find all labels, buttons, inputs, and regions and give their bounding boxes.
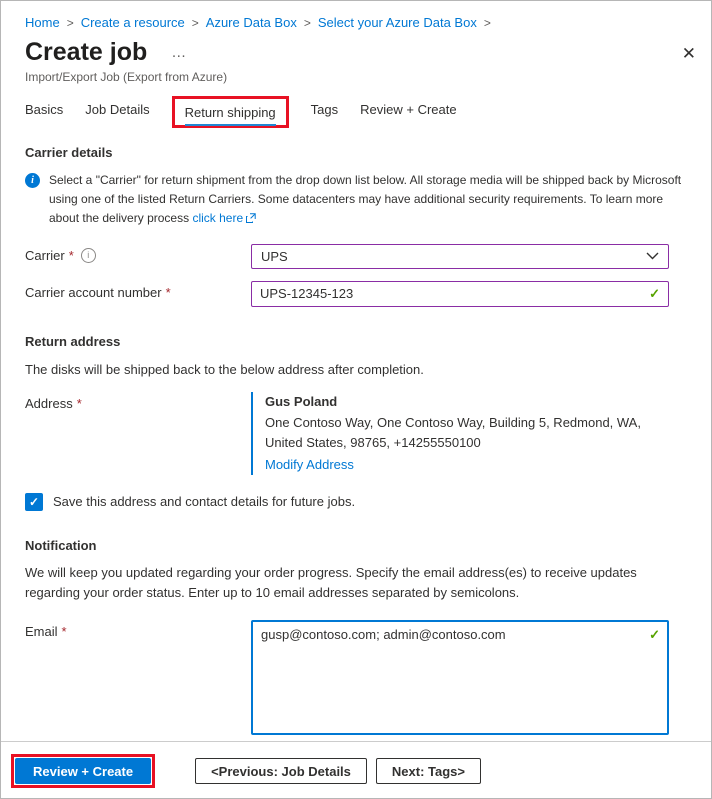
required-asterisk: *: [165, 284, 171, 300]
carrier-label: [25, 244, 251, 263]
annotation-highlight-box: [11, 754, 155, 788]
required-asterisk: *: [68, 247, 74, 263]
email-input[interactable]: [251, 620, 669, 735]
notification-heading: Notification: [25, 537, 97, 553]
breadcrumb-separator-icon: >: [483, 15, 491, 30]
address-label: [25, 392, 251, 411]
modify-address-link[interactable]: Modify Address: [265, 457, 354, 473]
valid-check-icon: ✓: [649, 627, 660, 643]
annotation-highlight-box: [172, 96, 289, 128]
valid-check-icon: ✓: [649, 285, 660, 301]
breadcrumb-separator-icon: >: [66, 15, 74, 30]
carrier-tooltip-icon[interactable]: i: [81, 248, 96, 263]
carrier-account-field-row: [25, 281, 687, 307]
save-address-checkbox-label: Save this address and contact details for future jobs.: [53, 494, 356, 510]
tab-review-create[interactable]: Review + Create: [360, 102, 457, 117]
external-link-icon: [246, 210, 256, 229]
page-subtitle: Import/Export Job (Export from Azure): [25, 70, 228, 84]
carrier-field-row: [25, 244, 687, 269]
address-field-row: [25, 392, 687, 475]
tab-job-details[interactable]: Job Details: [85, 102, 150, 117]
footer-action-bar: [1, 742, 711, 788]
close-icon[interactable]: ✕: [681, 44, 696, 63]
carrier-select[interactable]: [251, 244, 669, 269]
address-line: One Contoso Way, One Contoso Way, Building 5, Redmond, WA, United States, 98765, +14255550100: [265, 415, 641, 450]
breadcrumb: [1, 1, 711, 30]
save-address-checkbox[interactable]: ✓: [25, 493, 43, 511]
carrier-label-text: Carrier: [25, 247, 65, 263]
required-asterisk: *: [61, 624, 67, 640]
chevron-down-icon: [646, 252, 659, 260]
tab-basics[interactable]: Basics: [25, 102, 64, 117]
required-asterisk: *: [76, 395, 82, 411]
breadcrumb-separator-icon: >: [303, 15, 311, 30]
address-contact-name: Gus Poland: [265, 393, 338, 409]
breadcrumb-separator-icon: >: [191, 15, 199, 30]
return-address-description: The disks will be shipped back to the below address after completion.: [25, 361, 424, 377]
breadcrumb-home[interactable]: Home: [25, 15, 60, 30]
more-options-icon[interactable]: …: [171, 44, 189, 61]
breadcrumb-select-your-azure-data-box[interactable]: Select your Azure Data Box: [317, 15, 477, 30]
breadcrumb-azure-data-box[interactable]: Azure Data Box: [205, 15, 297, 30]
review-create-button[interactable]: Review + Create: [15, 758, 151, 784]
next-tags-button[interactable]: Next: Tags>: [376, 758, 481, 784]
previous-job-details-button[interactable]: <Previous: Job Details: [195, 758, 367, 784]
address-block: [251, 392, 669, 475]
carrier-account-label: [25, 281, 251, 300]
tab-return-shipping[interactable]: Return shipping: [185, 103, 276, 126]
carrier-info-text: Select a "Carrier" for return shipment from the drop down list below. All storage media will be shipped back by Microsoft using one of the listed Return Carriers. Some datacenters may have additional security requirements. To learn more about the delivery process: [49, 173, 682, 226]
breadcrumb-create-a-resource[interactable]: Create a resource: [80, 15, 185, 30]
email-label: [25, 620, 251, 639]
carrier-info-banner: [25, 171, 689, 230]
tab-bar: [1, 96, 711, 128]
address-label-text: Address: [25, 395, 73, 411]
info-icon: i: [25, 173, 40, 188]
email-field-row: [25, 620, 687, 740]
email-label-text: Email: [25, 624, 58, 640]
carrier-details-heading: Carrier details: [25, 145, 113, 160]
carrier-account-label-text: Carrier account number: [25, 284, 162, 300]
carrier-select-value: UPS: [261, 248, 288, 264]
tab-tags[interactable]: Tags: [310, 102, 339, 117]
return-address-heading: Return address: [25, 333, 121, 349]
save-address-row: [25, 493, 687, 511]
page-title: Create job: [25, 38, 148, 66]
carrier-account-input[interactable]: [251, 281, 669, 307]
notification-description: We will keep you updated regarding your order progress. Specify the email address(es) to receive updates regarding your order status. Enter up to 10 email addresses separated by semicolons.: [25, 564, 637, 601]
click-here-link[interactable]: click here: [192, 211, 244, 226]
